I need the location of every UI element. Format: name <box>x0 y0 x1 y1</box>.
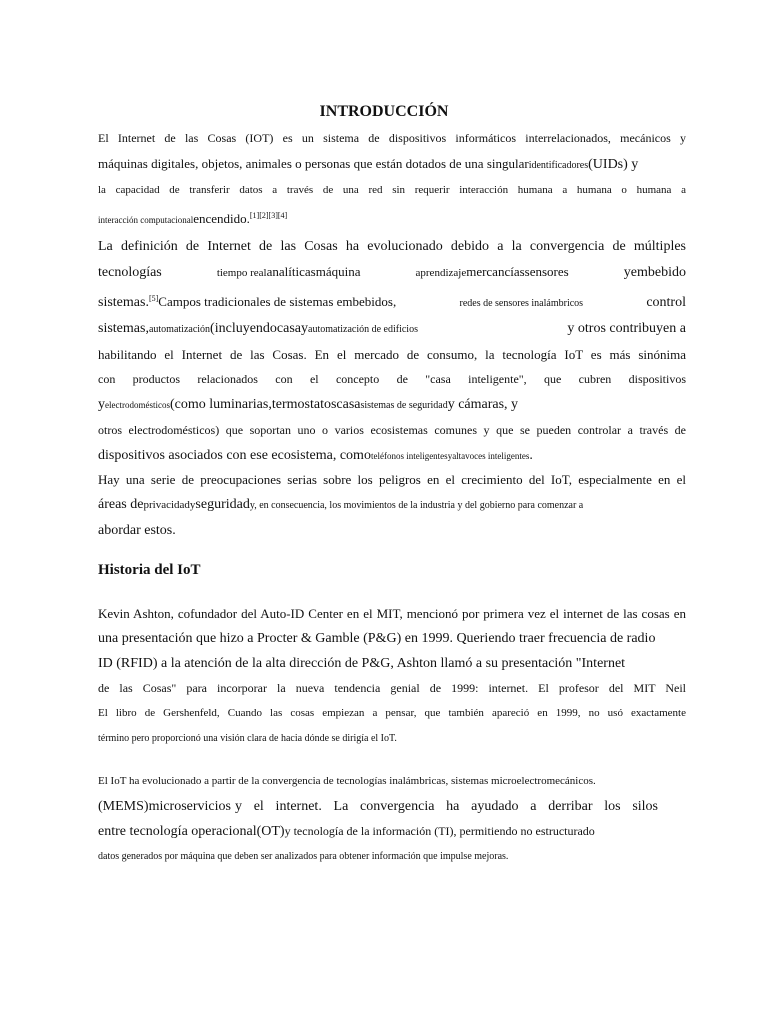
definition-paragraph <box>98 234 686 469</box>
history-line-2: una presentación que hizo a Procter & Gamble (P&G) en 1999. Queriendo traer frecuencia de radio <box>98 631 656 646</box>
evolution-line-2: (MEMS)microservicios y el internet. La convergencia ha ayudado a derribar los silos <box>98 799 658 814</box>
page-title: INTRODUCCIÓN <box>319 103 449 120</box>
definition-line-1: La definición de Internet de las Cosas ha evolucionado debido a la convergencia de múltiples <box>98 239 686 254</box>
history-line-6: término pero proporcionó una visión clara de hacia dónde se dirigía el IoT. <box>98 733 397 744</box>
history-line-1: Kevin Ashton, cofundador del Auto-ID Center en el MIT, mencionó por primera vez el internet de las cosas en <box>98 606 686 621</box>
concerns-line-1: Hay una serie de preocupaciones serias sobre los peligros en el crecimiento del IoT, especialmente en el <box>98 472 686 487</box>
concerns-line-3: abordar estos. <box>98 523 176 538</box>
definition-line-3: sistemas.[5]Campos tradicionales de sistemas embebidos, redes de sensores inalámbricos control <box>98 294 686 310</box>
definition-line-2: tecnologías tiempo realanalíticasmáquina aprendizajemercancíassensores yembebido <box>98 264 686 280</box>
definition-line-5: habilitando el Internet de las Cosas. En el mercado de consumo, la tecnología IoT es más sinónima <box>98 347 686 362</box>
evolution-paragraph <box>98 769 686 869</box>
history-line-5: El libro de Gershenfeld, Cuando las cosas empiezan a pensar, que también apareció en 1999, no usó exactamente <box>98 707 686 719</box>
definition-line-8: otros electrodomésticos) que soportan uno o varios ecosistemas comunes y que se pueden controlar a través de <box>98 423 686 437</box>
citation-refs: [1][2][3][4] <box>249 211 288 220</box>
concerns-line-2: áreas deprivacidadyseguridady, en consecuencia, los movimientos de la industria y del gobierno para comenzar a <box>98 497 584 512</box>
intro-line-1: El Internet de las Cosas (IOT) es un sistema de dispositivos informáticos interrelacionados, mecánicos y <box>98 131 686 145</box>
definition-line-4: sistemas,automatización(incluyendocasayautomatización de edificios y otros contribuyen a <box>98 321 686 336</box>
intro-line-2: máquinas digitales, objetos, animales o personas que están dotados de una singularidentificadores(UIDs) y <box>98 156 639 172</box>
history-line-3: ID (RFID) a la atención de la alta dirección de P&G, Ashton llamó a su presentación "Internet <box>98 656 626 671</box>
intro-line-4: interacción computacionalencendido.[1][2][3][4] <box>98 211 288 226</box>
concerns-paragraph <box>98 467 686 543</box>
history-paragraph <box>98 601 686 751</box>
intro-line-3: la capacidad de transferir datos a través de una red sin requerir interacción humana a humana o humana a <box>98 184 686 196</box>
definition-line-7: yelectrodomésticos(como luminarias,termostatoscasasistemas de seguridady cámaras, y <box>98 397 519 412</box>
section-heading-history: Historia del IoT <box>98 562 201 578</box>
intro-paragraph <box>98 126 686 233</box>
definition-line-6: con productos relacionados con el concepto de "casa inteligente", que cubren dispositivos <box>98 372 686 386</box>
history-line-4: de las Cosas" para incorporar la nueva tendencia genial de 1999: internet. El profesor del MIT Neil <box>98 681 686 695</box>
evolution-line-1: El IoT ha evolucionado a partir de la convergencia de tecnologías inalámbricas, sistemas microelectromecánicos. <box>98 775 596 787</box>
evolution-line-4: datos generados por máquina que deben ser analizados para obtener información que impulse mejoras. <box>98 851 509 862</box>
definition-line-9: dispositivos asociados con ese ecosistema, comoteléfonos inteligentesyaltavoces inteligentes. <box>98 448 533 463</box>
evolution-line-3: entre tecnología operacional(OT)y tecnología de la información (TI), permitiendo no estructurado <box>98 824 595 839</box>
